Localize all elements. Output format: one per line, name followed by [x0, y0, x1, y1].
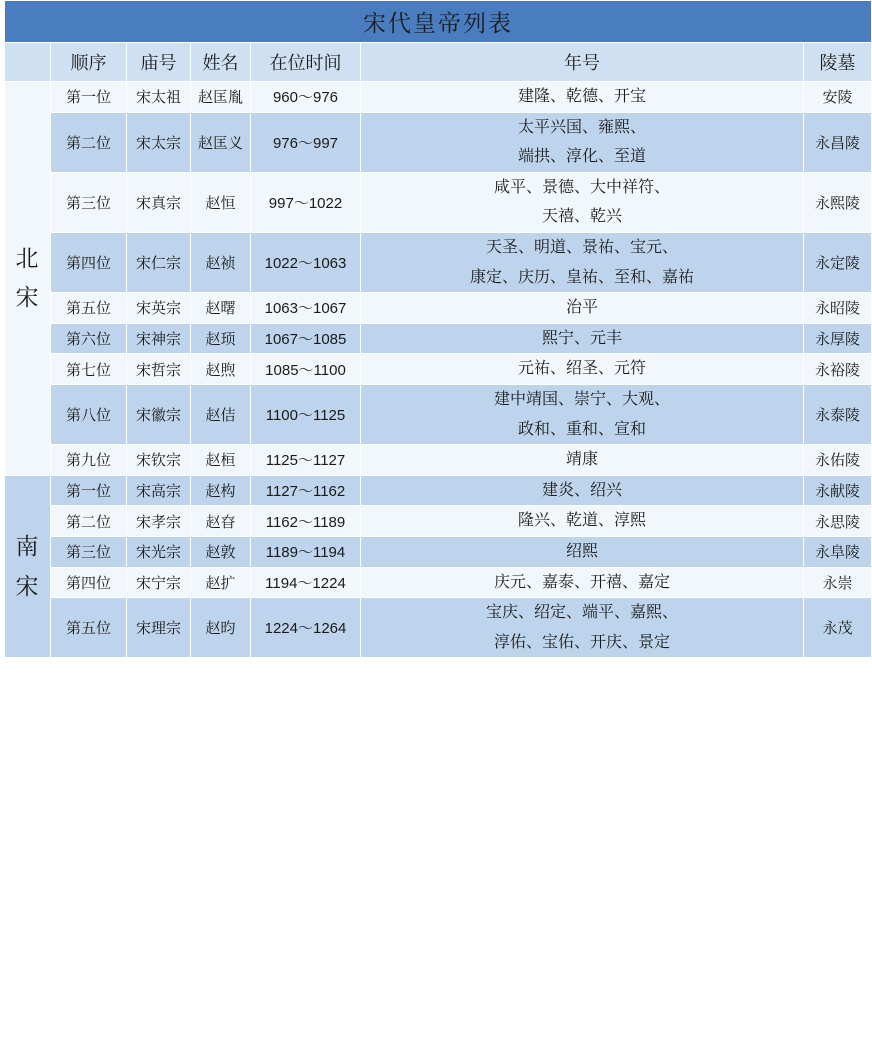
cell-reign-period: 1127～1162: [251, 475, 361, 506]
cell-temple-name: 宋太祖: [127, 82, 191, 113]
era-name-line: 熙宁、元丰: [541, 329, 622, 347]
table-row: [5, 82, 872, 113]
era-name-line: 隆兴、乾道、淳熙: [517, 512, 646, 530]
table-row: [5, 172, 872, 232]
cell-reign-period: 1100～1125: [251, 384, 361, 444]
cell-era-names: [361, 354, 804, 385]
table-row: [5, 323, 872, 354]
era-name-line: 靖康: [565, 451, 598, 469]
cell-personal-name: 赵昀: [191, 598, 251, 658]
cell-order: 第一位: [51, 475, 127, 506]
cell-tomb: 永裕陵: [803, 354, 871, 385]
cell-temple-name: 宋英宗: [127, 293, 191, 324]
song-emperors-table: [4, 0, 872, 658]
table-row: [5, 445, 872, 476]
cell-tomb: 永昌陵: [803, 112, 871, 172]
era-name-line: 端拱、淳化、至道: [517, 148, 646, 166]
cell-tomb: 永昭陵: [803, 293, 871, 324]
cell-reign-period: 1022～1063: [251, 232, 361, 292]
cell-personal-name: 赵扩: [191, 567, 251, 598]
cell-order: 第八位: [51, 384, 127, 444]
cell-era-names: [361, 598, 804, 658]
cell-personal-name: 赵煦: [191, 354, 251, 385]
cell-personal-name: 赵匡胤: [191, 82, 251, 113]
cell-personal-name: 赵顼: [191, 323, 251, 354]
table-row: [5, 384, 872, 444]
table-row: [5, 536, 872, 567]
era-name-line: 咸平、景德、大中祥符、: [493, 178, 670, 196]
cell-temple-name: 宋太宗: [127, 112, 191, 172]
era-name-line: 治平: [565, 299, 598, 317]
cell-reign-period: 1189～1194: [251, 536, 361, 567]
cell-tomb: 永定陵: [803, 232, 871, 292]
column-header-temple-name: 庙号: [127, 43, 191, 82]
cell-personal-name: 赵匡义: [191, 112, 251, 172]
cell-tomb: 永思陵: [803, 506, 871, 537]
cell-reign-period: 976～997: [251, 112, 361, 172]
column-header-dynasty: [5, 43, 51, 82]
era-name-line: 建隆、乾德、开宝: [517, 88, 646, 105]
cell-reign-period: 960～976: [251, 82, 361, 113]
column-header-tomb: 陵墓: [803, 43, 871, 82]
cell-personal-name: 赵桓: [191, 445, 251, 476]
cell-temple-name: 宋理宗: [127, 598, 191, 658]
cell-era-names: [361, 293, 804, 324]
era-name-line: 元祐、绍圣、元符: [517, 360, 646, 378]
cell-personal-name: 赵敦: [191, 536, 251, 567]
table-row: [5, 112, 872, 172]
page-title: 宋代皇帝列表: [5, 1, 872, 43]
cell-tomb: 安陵: [803, 82, 871, 113]
cell-order: 第四位: [51, 232, 127, 292]
table-row: [5, 232, 872, 292]
column-header-era-names: 年号: [361, 43, 804, 82]
dynasty-label: 北宋: [5, 82, 51, 476]
cell-order: 第五位: [51, 598, 127, 658]
cell-reign-period: 997～1022: [251, 172, 361, 232]
cell-order: 第三位: [51, 172, 127, 232]
cell-reign-period: 1125～1127: [251, 445, 361, 476]
cell-order: 第九位: [51, 445, 127, 476]
era-name-line: 建中靖国、崇宁、大观、: [493, 390, 670, 408]
cell-personal-name: 赵祯: [191, 232, 251, 292]
cell-temple-name: 宋高宗: [127, 475, 191, 506]
table-title-row: [5, 1, 872, 43]
cell-reign-period: 1194～1224: [251, 567, 361, 598]
table-row: [5, 598, 872, 658]
cell-personal-name: 赵构: [191, 475, 251, 506]
cell-era-names: [361, 384, 804, 444]
cell-order: 第二位: [51, 506, 127, 537]
table-row: [5, 293, 872, 324]
cell-order: 第一位: [51, 82, 127, 113]
table-header-row: [5, 43, 872, 82]
cell-temple-name: 宋神宗: [127, 323, 191, 354]
cell-order: 第三位: [51, 536, 127, 567]
cell-personal-name: 赵恒: [191, 172, 251, 232]
cell-era-names: [361, 232, 804, 292]
era-name-line: 淳佑、宝佑、开庆、景定: [493, 633, 670, 651]
cell-era-names: [361, 82, 804, 113]
cell-tomb: 永厚陵: [803, 323, 871, 354]
cell-temple-name: 宋宁宗: [127, 567, 191, 598]
column-header-order: 顺序: [51, 43, 127, 82]
cell-temple-name: 宋钦宗: [127, 445, 191, 476]
cell-personal-name: 赵昚: [191, 506, 251, 537]
dynasty-label: 南宋: [5, 475, 51, 658]
cell-era-names: [361, 506, 804, 537]
cell-reign-period: 1085～1100: [251, 354, 361, 385]
cell-order: 第四位: [51, 567, 127, 598]
cell-era-names: [361, 445, 804, 476]
cell-tomb: 永茂: [803, 598, 871, 658]
cell-temple-name: 宋哲宗: [127, 354, 191, 385]
cell-personal-name: 赵佶: [191, 384, 251, 444]
cell-era-names: [361, 323, 804, 354]
era-name-line: 政和、重和、宣和: [517, 420, 646, 438]
cell-era-names: [361, 475, 804, 506]
cell-era-names: [361, 112, 804, 172]
cell-temple-name: 宋徽宗: [127, 384, 191, 444]
table-row: [5, 567, 872, 598]
cell-reign-period: 1067～1085: [251, 323, 361, 354]
era-name-line: 太平兴国、雍熙、: [517, 118, 646, 136]
cell-reign-period: 1063～1067: [251, 293, 361, 324]
cell-era-names: [361, 567, 804, 598]
table-row: [5, 354, 872, 385]
cell-reign-period: 1162～1189: [251, 506, 361, 537]
cell-era-names: [361, 172, 804, 232]
era-name-line: 庆元、嘉泰、开禧、嘉定: [493, 573, 670, 591]
cell-order: 第六位: [51, 323, 127, 354]
era-name-line: 天禧、乾兴: [541, 208, 622, 226]
cell-temple-name: 宋孝宗: [127, 506, 191, 537]
era-name-line: 康定、庆历、皇祐、至和、嘉祐: [469, 268, 694, 286]
cell-temple-name: 宋仁宗: [127, 232, 191, 292]
cell-tomb: 永熙陵: [803, 172, 871, 232]
cell-personal-name: 赵曙: [191, 293, 251, 324]
cell-order: 第七位: [51, 354, 127, 385]
cell-reign-period: 1224～1264: [251, 598, 361, 658]
era-name-line: 建炎、绍兴: [541, 481, 622, 499]
cell-tomb: 永泰陵: [803, 384, 871, 444]
column-header-reign-period: 在位时间: [251, 43, 361, 82]
cell-temple-name: 宋光宗: [127, 536, 191, 567]
era-name-line: 绍熙: [565, 542, 598, 560]
column-header-personal-name: 姓名: [191, 43, 251, 82]
era-name-line: 天圣、明道、景祐、宝元、: [485, 238, 678, 256]
table-row: [5, 475, 872, 506]
era-name-line: 宝庆、绍定、端平、嘉熙、: [485, 604, 678, 622]
cell-order: 第五位: [51, 293, 127, 324]
table-row: [5, 506, 872, 537]
cell-tomb: 永崇: [803, 567, 871, 598]
cell-tomb: 永阜陵: [803, 536, 871, 567]
cell-tomb: 永佑陵: [803, 445, 871, 476]
cell-era-names: [361, 536, 804, 567]
cell-tomb: 永献陵: [803, 475, 871, 506]
cell-order: 第二位: [51, 112, 127, 172]
cell-temple-name: 宋真宗: [127, 172, 191, 232]
